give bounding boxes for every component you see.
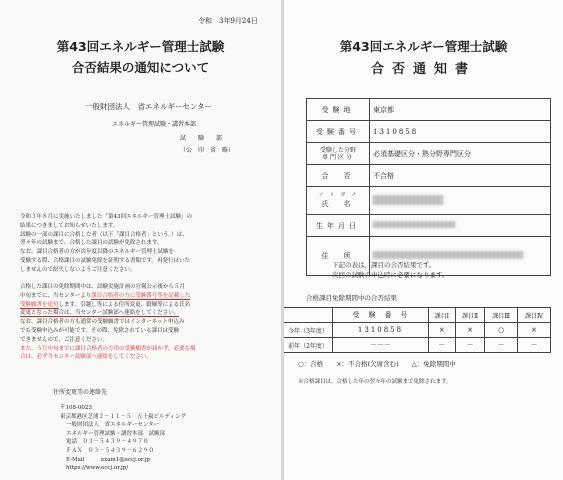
paragraph-line: 試験の一部の課目に合格した者（以下「課目合格者」という。）は、	[20, 231, 188, 238]
paragraph-line: 受験願書を送付します。引越し等による住所変更、婚姻等による氏名	[20, 301, 191, 308]
row-year: 前年（2年度）	[284, 338, 333, 353]
contact-phone: 電話 ０３－５４３９－４９７０	[66, 439, 149, 446]
note-line: 下記の表は、課目の合否結果です。	[332, 261, 436, 269]
paragraph-line: でも受験申込みが可能です。その際、免除されている課目は受験	[20, 327, 180, 334]
letter-title-line1: 第43回エネルギー管理士試験	[56, 39, 225, 54]
row-exam-number: 1310858	[333, 323, 429, 338]
redacted-text	[373, 195, 443, 205]
highlighted-notice: 課目合格者の方に受験番号等を記載した	[91, 292, 191, 299]
furigana-label: ソ リ ガ ナ	[318, 192, 358, 198]
result-mark: ×	[429, 323, 456, 338]
paragraph-line: できませんので、ご注意ください。	[20, 336, 108, 343]
examinee-info-table	[306, 98, 551, 276]
subject-results-table	[284, 307, 551, 353]
table-note	[332, 260, 448, 280]
exemption-paragraph	[20, 283, 276, 362]
contact-block	[60, 404, 186, 473]
notice-letter-page	[0, 0, 281, 480]
paragraph-line: 令和３年８月に実施いたしました「第43回エネルギー管理士試験」の	[20, 214, 193, 220]
label-exam-site: 受験地	[307, 99, 370, 121]
table-row	[284, 338, 551, 353]
contact-org: 一般財団法人 省エネルギーセンター	[66, 422, 160, 429]
table-row	[307, 187, 551, 215]
paragraph-line: 合格した課目の免除期間中は、試験実施計画の官報公示後から５月	[20, 284, 186, 290]
result-mark: ○	[485, 323, 518, 338]
table-row	[307, 121, 551, 143]
highlighted-notice: 受験願書を送付	[20, 301, 59, 308]
paragraph-line: 受験する際、合格課目の試験免除を証明する書類です。再発行はいた	[20, 257, 191, 264]
value-name-redacted	[370, 187, 551, 215]
label-exam-field: 受験した分野 専門区分	[307, 143, 370, 165]
value-exam-number: 1310858	[370, 121, 551, 143]
contact-address: 東京都港区芝浦２－１１－５ 五十嵐ビルディング	[60, 413, 186, 420]
sender-org: 一般財団法人 省エネルギーセンター	[85, 102, 213, 111]
row-exam-number: －－－	[333, 338, 429, 353]
contact-dept: エネルギー管理試験・講習本部 試験部	[66, 430, 166, 437]
result-mark: ×	[455, 323, 485, 338]
paragraph-line: 中旬までに、当センターより課目合格者の方に受験番号等を記載した	[20, 292, 191, 299]
table-header-row	[284, 308, 551, 323]
postal-code: 〒108-0023	[60, 405, 92, 411]
paragraph-line: 翌々年の試験まで、合格した課目の試験が免除されます。	[20, 240, 163, 247]
sender-dept: エネルギー管理試験・講習本部	[112, 121, 197, 128]
contact-url: https://www.eccj.or.jp/	[66, 465, 129, 472]
header-exam-number: 受 験 番 号	[333, 308, 429, 323]
result-notice-page	[284, 0, 563, 480]
contact-fax: ＦＡＸ ０３－５４３９－６２９０	[66, 447, 155, 454]
table-row	[307, 99, 551, 121]
legend: ○：合格 ×：不合格(欠席含む) △：免除期間中	[298, 360, 456, 368]
table-row	[307, 215, 551, 237]
row-year: 今年（3年度）	[284, 323, 333, 338]
result-mark: －	[485, 338, 518, 353]
header-subject-3: 課目Ⅲ	[485, 308, 518, 323]
sender-section: 試 験 部	[180, 135, 223, 142]
notice-title-line2: 合否通知書	[370, 62, 476, 77]
seal-omitted: （公 印 省 略）	[180, 147, 235, 154]
value-exam-field: 必須基礎区分・熱分野専門区分	[370, 143, 551, 165]
warning-line: 合は、必ず当センター試験部へ連絡をしてください。	[20, 354, 152, 361]
header-subject-1: 課目Ⅰ	[429, 308, 456, 323]
results-table-title: 合格課目免除期間中の合否結果	[306, 294, 397, 302]
table-row	[307, 165, 551, 187]
notice-title-line1: 第43回エネルギー管理士試験	[339, 39, 508, 54]
value-pass-fail: 不合格	[370, 165, 551, 187]
value-birthdate-redacted	[370, 215, 551, 237]
letter-title-line2: 合否結果の通知について	[71, 60, 210, 75]
table-row	[284, 323, 551, 338]
paragraph-line: なお、課目合格者の方も通常の受験願書ではインターネット申込み	[20, 319, 185, 326]
results-paragraph	[20, 213, 276, 275]
result-mark: －	[517, 338, 550, 353]
footnote: ※合格課目は、合格した年の翌々年の試験まで免除されます。	[298, 379, 452, 385]
redacted-text	[373, 251, 523, 259]
contact-email: E-Mail exam1@eccj.or.jp	[66, 456, 150, 463]
paragraph-line: 結果につきましてお知らせいたします。	[20, 222, 119, 229]
result-mark: －	[429, 338, 456, 353]
label-name: ソ リ ガ ナ 氏 名	[307, 187, 370, 215]
label-address: 住 所	[307, 237, 370, 276]
label-pass-fail: 合 否	[307, 165, 370, 187]
contact-heading: 住所変更等の連絡先	[53, 389, 108, 396]
header-subject-2: 課目Ⅱ	[455, 308, 485, 323]
paragraph-line: 変更となった場合は、当センター試験部へ連絡をしてください。	[20, 310, 180, 317]
result-mark: ×	[517, 323, 550, 338]
header-blank	[284, 308, 333, 323]
result-mark: －	[455, 338, 485, 353]
issue-date: 令和 3年9月24日	[198, 17, 258, 25]
header-subject-4: 課目Ⅳ	[517, 308, 550, 323]
label-birthdate: 生年月日	[307, 215, 370, 237]
label-exam-number: 受験番号	[307, 121, 370, 143]
paragraph-line: しませんので紛失しないようご注意ください。	[20, 266, 136, 273]
note-line: 次回の試験の申込時に必要になります。	[332, 271, 449, 279]
table-row	[307, 143, 551, 165]
value-exam-site: 東京都	[370, 99, 551, 121]
redacted-text	[373, 221, 455, 228]
warning-line: また、５月中旬までに課目合格者の方用の受験願書が届かず、必要な場	[20, 345, 196, 352]
paragraph-line: なお、課目合格者の方が次年度以降のエネルギー管理士試験を	[20, 249, 175, 256]
